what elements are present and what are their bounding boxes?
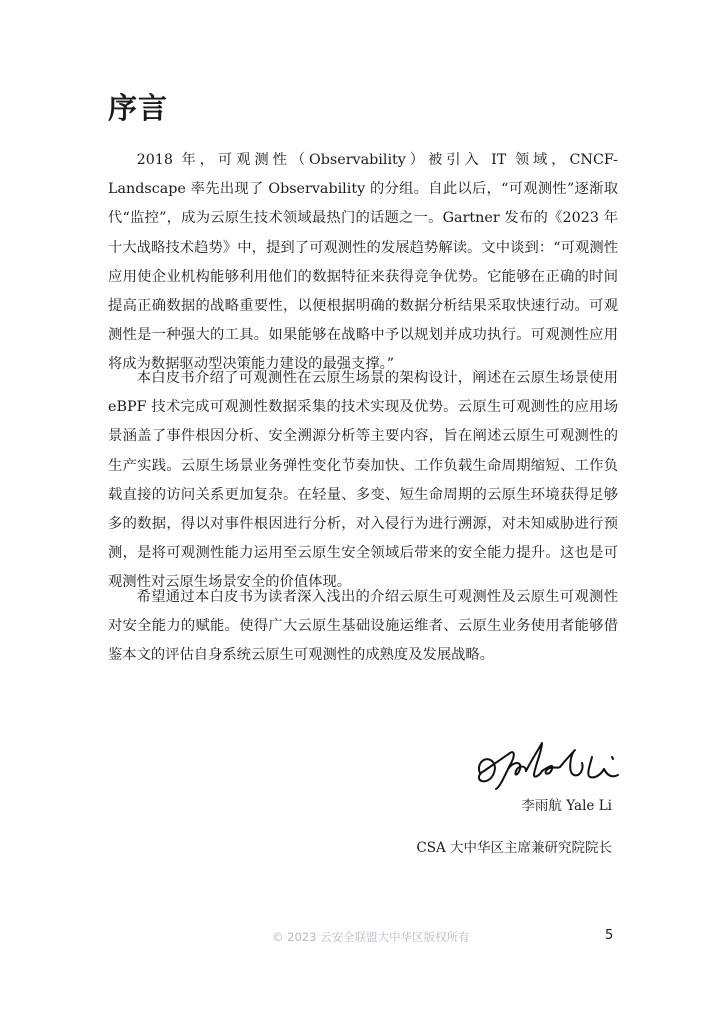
page-number: 5 bbox=[605, 928, 614, 943]
signer-name: 李雨航 Yale Li bbox=[521, 798, 612, 814]
paragraph-2: 本白皮书介绍了可观测性在云原生场景的架构设计，阐述在云原生场景使用 eBPF 技术完成可观测性数据采集的技术实现及优势。云原生可观测性的应用场景涵盖了事件根因分析、安全溯源分析等主要内容，旨在阐述云原生可观测性的生产实践。云原生场景业务弹性变化节奏加快、工作负载生命周期缩短、工作负载直接的访问关系更加复杂。在轻量、多变、短生命周期的云原生环境获得足够多的数据，得以对事件根因进行分析，对入侵行为进行溯源，对未知威胁进行预测，是将可观测性能力运用至云原生安全领域后带来的安全能力提升。这也是可观测性对云原生场景安全的价值体现。 bbox=[108, 370, 618, 591]
paragraph-1: 2018 年，可观测性（Observability）被引入 IT 领域，CNCF-Landscape 率先出现了 Observability 的分组。自此以后，“可观测性”逐渐取代“监控”，成为云原生技术领域最热门的话题之一。Gartner 发布的《2023 年十大战略技术趋势》中，提到了可观测性的发展趋势解读。文中谈到：“可观测性应用使企业机构能够利用他们的数据特征来获得竞争优势。它能够在正确的时间提高正确数据的战略重要性，以便根据明确的数据分析结果采取快速行动。可观测性是一种强大的工具。如果能够在战略中予以规划并成功执行。可观测性应用将成为数据驱动型决策能力建设的最强支撑。” bbox=[108, 152, 618, 373]
handwritten-signature bbox=[470, 735, 630, 795]
signer-title: CSA 大中华区主席兼研究院院长 bbox=[416, 840, 612, 856]
paragraph-3: 希望通过本白皮书为读者深入浅出的介绍云原生可观测性及云原生可观测性对安全能力的赋能。使得广大云原生基础设施运维者、云原生业务使用者能够借鉴本文的评估自身系统云原生可观测性的成熟度及发展战略。 bbox=[108, 589, 618, 664]
page-title: 序言 bbox=[108, 91, 169, 125]
footer-copyright: © 2023 云安全联盟大中华区版权所有 bbox=[272, 930, 470, 944]
